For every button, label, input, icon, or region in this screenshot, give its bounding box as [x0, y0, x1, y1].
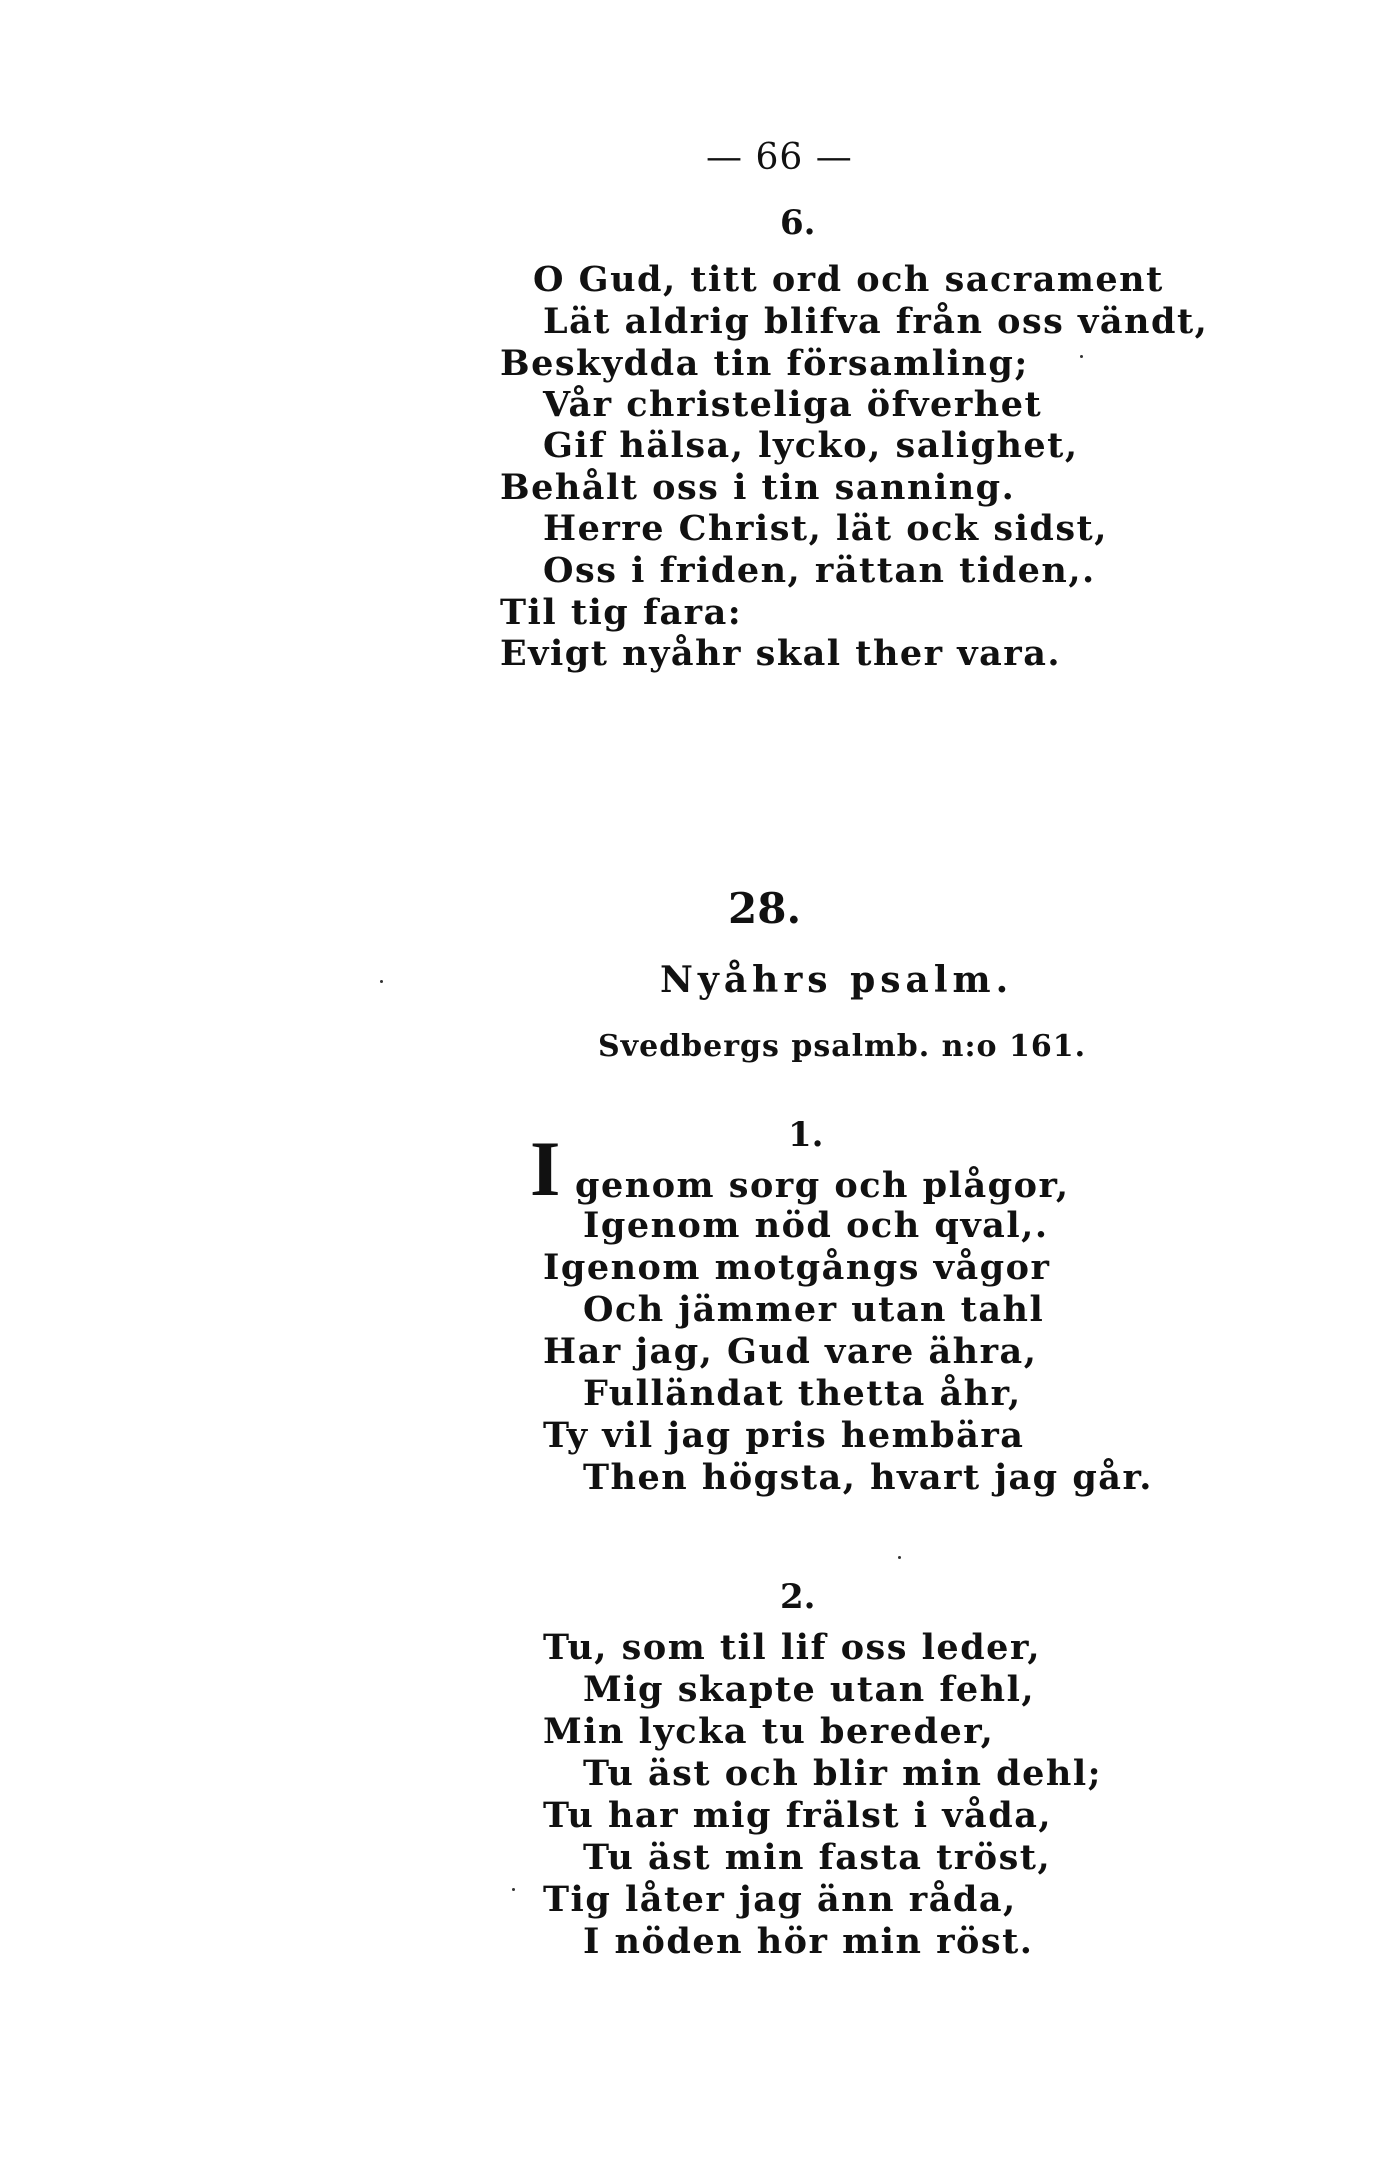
verse-line: Beskydda tin församling;: [500, 343, 1029, 384]
verse-line: Herre Christ, lät ock sidst,: [543, 508, 1108, 549]
verse-line: Oss i friden, rättan tiden,.: [543, 550, 1096, 591]
page-number: — 66 —: [706, 137, 853, 178]
verse-line: Tu, som til lif oss leder,: [543, 1627, 1042, 1668]
scan-speck: [898, 1556, 901, 1559]
scan-speck: [1080, 355, 1083, 358]
verse-line: genom sorg och plågor,: [575, 1165, 1070, 1206]
verse-line: Tu har mig frälst i våda,: [543, 1795, 1053, 1836]
verse-line: I nöden hör min röst.: [583, 1921, 1034, 1962]
hymn-title: Nyåhrs psalm.: [660, 959, 1014, 1001]
verse-line: Til tig fara:: [500, 592, 743, 633]
verse-line: Igenom nöd och qval,.: [583, 1205, 1049, 1246]
hymn-number: 28.: [728, 884, 802, 933]
verse-line: Och jämmer utan tahl: [583, 1289, 1045, 1330]
drop-cap: I: [530, 1125, 561, 1212]
scan-speck: [512, 1888, 515, 1891]
verse-line: Lät aldrig blifva från oss vändt,: [543, 301, 1209, 342]
verse-line: Tig låter jag änn råda,: [543, 1879, 1017, 1920]
verse-line: Mig skapte utan fehl,: [583, 1669, 1036, 1710]
verse-line: Then högsta, hvart jag går.: [583, 1457, 1153, 1498]
verse-number: 2.: [780, 1577, 816, 1617]
verse-line: Evigt nyåhr skal ther vara.: [500, 633, 1062, 674]
scan-speck: [380, 980, 383, 983]
verse-line: Vår christeliga öfverhet: [543, 384, 1043, 425]
verse-line: Tu äst och blir min dehl;: [583, 1753, 1103, 1794]
hymn-source: Svedbergs psalmb. n:o 161.: [598, 1029, 1087, 1064]
verse-number: 1.: [788, 1115, 824, 1155]
verse-line: Ty vil jag pris hembära: [543, 1415, 1025, 1456]
verse-line: Har jag, Gud vare ähra,: [543, 1331, 1038, 1372]
verse-number: 6.: [780, 203, 816, 243]
verse-line: Behålt oss i tin sanning.: [500, 467, 1016, 508]
verse-line: Gif hälsa, lycko, salighet,: [543, 425, 1079, 466]
verse-line: O Gud, titt ord och sacrament: [533, 259, 1164, 300]
verse-line: Tu äst min fasta tröst,: [583, 1837, 1052, 1878]
verse-line: Igenom motgångs vågor: [543, 1247, 1051, 1288]
verse-line: Fulländat thetta åhr,: [583, 1373, 1022, 1414]
verse-line: Min lycka tu bereder,: [543, 1711, 995, 1752]
